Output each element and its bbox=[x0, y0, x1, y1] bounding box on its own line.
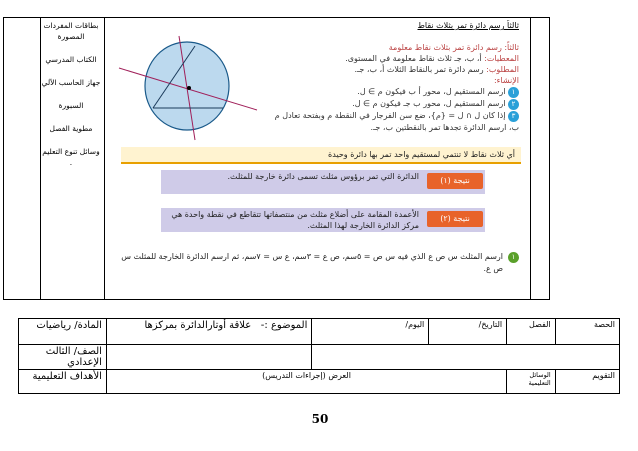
grade-value: الثالث الإعدادي bbox=[45, 346, 102, 368]
teaching-aids-sidebar bbox=[40, 20, 102, 290]
subject-value: رياضيات bbox=[36, 320, 72, 331]
grade-cell bbox=[19, 345, 107, 370]
result-text: الأعمدة المقامة على أضلاع مثلث من منتصفاتها تتقاطع في نقطة واحدة هي مركز الدائرة الخارجة لهذا المثلث. bbox=[171, 210, 419, 230]
section-title: ثالثاً رسم دائرة تمر بثلاث نقاط bbox=[417, 21, 519, 30]
subject-cell bbox=[19, 319, 107, 345]
example-text: ارسم المثلث س ص ع الذي فيه س ص = ٥سم، ص ع = ٣سم، ع س = ٧سم، ثم ارسم الدائرة الخارجة للمثلث س ص ع. bbox=[121, 252, 503, 273]
givens-label: المعطيات: bbox=[484, 54, 519, 63]
center-point-m bbox=[187, 86, 191, 90]
subject-label: المادة/ bbox=[74, 320, 102, 331]
frame-divider-sidebar bbox=[104, 18, 105, 299]
result-label: نتيجة (٢) bbox=[427, 211, 483, 227]
day-cell: اليوم/ bbox=[312, 319, 429, 345]
step-number-circle: ٢ bbox=[508, 99, 519, 110]
aid-item: الكتاب المدرسي bbox=[45, 55, 97, 64]
evaluation-cell: التقويم bbox=[555, 370, 619, 394]
grade-notes-cell bbox=[312, 345, 620, 370]
page-number: 50 bbox=[311, 412, 329, 426]
period-cell: الحصة bbox=[555, 319, 619, 345]
topic-cell bbox=[106, 319, 311, 345]
example-number-circle: ١ bbox=[508, 252, 519, 263]
givens-line bbox=[273, 53, 519, 64]
aid-item: السبورة bbox=[58, 101, 84, 110]
step-text: إذا كان ل ∩ ل = {م}، ضع سن الفرجار في النقطة م وبفتحة تعادل م ب، ارسم الدائرة تجدها تمر بالنقطتين ب، جـ. bbox=[274, 111, 519, 132]
inner-title: ثالثاً: رسم دائرة تمر بثلاث نقاط معلومة bbox=[388, 43, 519, 52]
topic-label: الموضوع :- bbox=[260, 320, 308, 331]
aid-item: جهاز الحاسب الآلي bbox=[41, 78, 101, 87]
goals-cell: الأهداف التعليمية bbox=[19, 370, 107, 394]
step-number-circle: ١ bbox=[508, 87, 519, 98]
required-text: رسم دائرة تمر بالنقاط الثلاث أ، ب، جـ. bbox=[354, 65, 484, 74]
aid-trailing-dot: . bbox=[69, 158, 73, 167]
step-number-circle: ٣ bbox=[508, 111, 519, 122]
topic-value: علاقة أوتارالدائرة بمركزها bbox=[144, 320, 252, 331]
lesson-info-table bbox=[18, 318, 620, 394]
term-cell: الفصل bbox=[507, 319, 556, 345]
step-text: ارسم المستقيم ل، محور ب جـ فيكون م ∋ ل. bbox=[352, 99, 506, 108]
example-exercise bbox=[121, 251, 521, 275]
lesson-content bbox=[113, 20, 525, 290]
date-cell: التاريخ/ bbox=[429, 319, 507, 345]
result-label: نتيجة (١) bbox=[427, 173, 483, 189]
circle-through-three-points-figure bbox=[117, 34, 267, 142]
step-text: ارسم المستقيم ل، محور أ ب فيكون م ∋ ل. bbox=[357, 87, 506, 96]
grade-label: الصف/ bbox=[73, 346, 102, 357]
presentation-cell: العرض (إجراءات التدريس) bbox=[106, 370, 506, 394]
required-label: المطلوب: bbox=[486, 65, 519, 74]
result-text: الدائرة التي تمر برؤوس مثلث تسمى دائرة خارجة للمثلث. bbox=[227, 172, 419, 181]
construction-label: الإنشاء: bbox=[493, 76, 519, 85]
unique-circle-heading: أي ثلاث نقاط لا تنتمي لمستقيم واحد تمر بها دائرة وحيدة bbox=[121, 147, 521, 164]
result-band-2 bbox=[161, 208, 485, 232]
required-line bbox=[273, 64, 519, 75]
step-line bbox=[273, 86, 519, 98]
aid-item: بطاقات المفردات المصورة bbox=[43, 21, 99, 41]
aid-item: وسائل تنوع التعليم bbox=[42, 147, 100, 156]
result-band-1 bbox=[161, 170, 485, 194]
aid-item: مطوية الفصل bbox=[49, 124, 93, 133]
frame-divider-right bbox=[530, 18, 531, 299]
step-line bbox=[273, 98, 519, 110]
grade-empty-cell bbox=[106, 345, 311, 370]
step-line bbox=[273, 110, 519, 133]
aids-cell: الوسائل التعليمية bbox=[507, 370, 556, 394]
construction-text bbox=[273, 42, 519, 133]
givens-text: أ، ب، جـ ثلاث نقاط معلومة في المستوى. bbox=[345, 54, 482, 63]
